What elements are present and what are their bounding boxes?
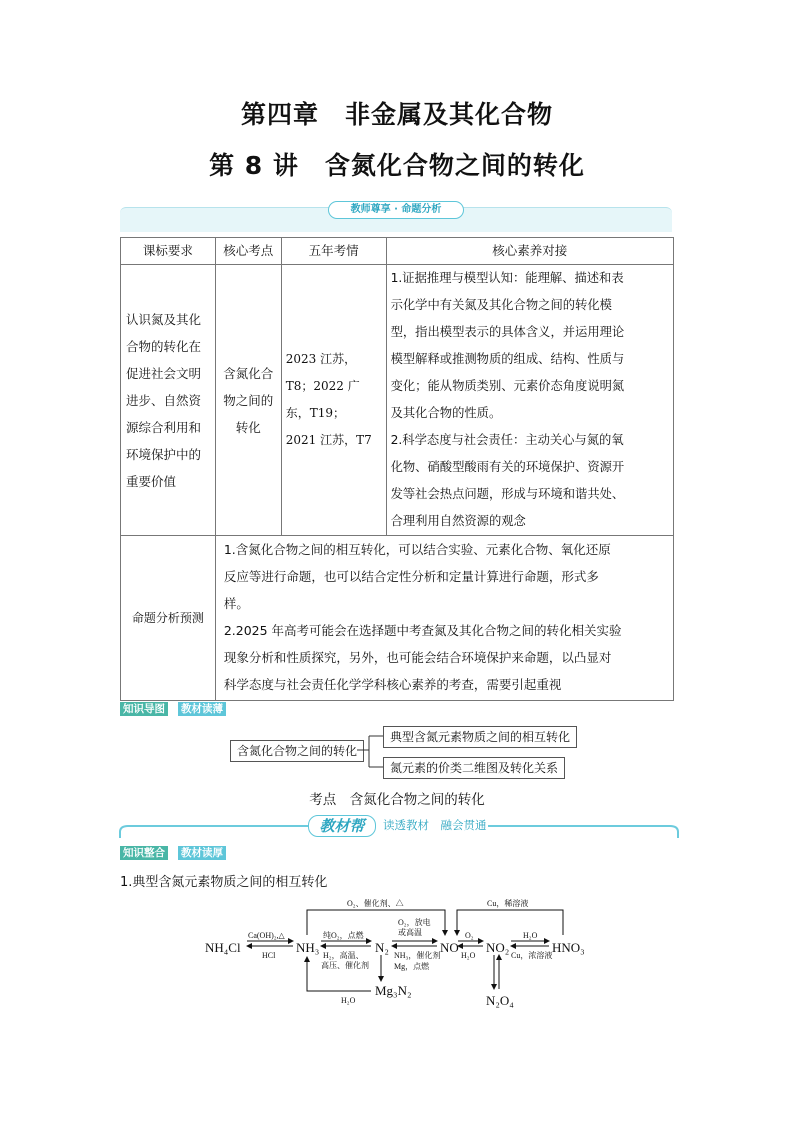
header-topic: 核心考点 [215, 238, 281, 265]
label-o2: O₂ [465, 931, 474, 940]
mindmap-root: 含氮化合物之间的转化 [230, 740, 364, 762]
mindmap-branch-1: 典型含氮元素物质之间的相互转化 [383, 726, 577, 748]
label-pure-o2: 纯O₂，点燃 [323, 931, 364, 940]
label-cu-dilute: Cu，稀溶液 [487, 899, 529, 908]
teacher-banner-label: 教师尊享 · 命题分析 [328, 201, 464, 219]
lecture-title: 第 8 讲 含氮化合物之间的转化 [209, 151, 585, 180]
literacy-line: 2.科学态度与社会责任：主动关心与氮的氧 [390, 433, 624, 447]
exam-cell [281, 265, 386, 536]
requirement-line: 合物的转化在 [126, 338, 202, 354]
header-requirement: 课标要求 [121, 238, 216, 265]
exam-line: 2023 江苏， [285, 352, 357, 366]
topic-cell [215, 265, 281, 536]
literacy-line: 合理利用自然资源的观念 [390, 514, 526, 528]
label-cu-conc: Cu，浓溶液 [511, 951, 553, 960]
forecast-row [121, 536, 674, 701]
label-ca-oh: Ca(OH)₂,△ [248, 931, 285, 940]
forecast-line: 反应等进行命题，也可以结合定性分析和定量计算进行命题，形式多 [223, 569, 599, 584]
requirement-line: 进步、自然资 [126, 392, 202, 408]
requirement-line: 环境保护中的 [126, 446, 202, 462]
knowledge-integration-tag: 知识整合 [120, 846, 168, 860]
chapter-title: 第四章 非金属及其化合物 [240, 100, 553, 129]
species-no2: NO₂ [486, 940, 510, 955]
topic-line: 含氮化合 [223, 365, 274, 381]
literacy-line: 变化；能从物质类别、元素价态角度说明氮 [390, 379, 625, 393]
literacy-line: 示化学中有关氮及其化合物之间的转化模 [390, 298, 612, 312]
literacy-line: 化物、硝酸型酸雨有关的环境保护、资源开 [390, 460, 625, 474]
forecast-line: 科学态度与社会责任化学学科核心素养的考查，需要引起重视 [223, 677, 562, 692]
read-thin-tag: 教材读薄 [178, 702, 226, 716]
table-header-row [121, 238, 674, 265]
knowledge-map-tag: 知识导图 [120, 702, 168, 716]
species-no: NO [440, 940, 459, 955]
nitrogen-conversion-diagram [195, 893, 595, 1008]
literacy-line: 模型解释或推测物质的组成、结构、性质与 [390, 352, 625, 366]
label-h2-cond: H₂，高温、 [323, 951, 364, 960]
exam-line: T8；2022 广 [285, 379, 360, 393]
requirement-line: 源综合利用和 [126, 419, 202, 435]
exam-line: 东，T19； [285, 406, 346, 420]
species-nh4cl: NH₄Cl [205, 940, 241, 955]
jiaocaibang-label: 教材帮 [308, 815, 376, 837]
label-nh3-cat: NH₃，催化剂 [394, 951, 441, 960]
literacy-line: 型，指出模型表示的具体含义，并运用理论 [390, 325, 625, 339]
literacy-line: 发等社会热点问题，形成与环境和谐共处、 [390, 487, 625, 501]
topic-line: 物之间的 [223, 392, 274, 408]
kaodian-heading: 考点 含氮化合物之间的转化 [309, 792, 485, 808]
topic-line: 转化 [235, 419, 261, 435]
table-row [121, 265, 674, 536]
species-n2o4: N₂O₄ [486, 993, 514, 1008]
literacy-line: 1.证据推理与模型认知：能理解、描述和表 [390, 271, 624, 285]
section-1-heading: 1.典型含氮元素物质之间的相互转化 [120, 875, 328, 890]
species-mg3n2: Mg₃N₂ [375, 983, 412, 998]
jiaocaibang-subtitle: 读透教材 融会贯通 [383, 818, 487, 832]
requirement-line: 促进社会文明 [126, 365, 202, 381]
header-literacy: 核心素养对接 [386, 238, 673, 265]
forecast-cell [215, 536, 673, 701]
label-o2-spark-2: 或高温 [398, 928, 422, 937]
literacy-line: 及其化合物的性质。 [390, 406, 502, 420]
forecast-line: 样。 [223, 596, 249, 611]
literacy-cell [386, 265, 673, 536]
label-mg-burn: Mg，点燃 [394, 962, 430, 971]
forecast-line: 1.含氮化合物之间的相互转化，可以结合实验、元素化合物、氧化还原 [223, 542, 611, 557]
label-o2-cat: O₂、催化剂、△ [347, 899, 404, 908]
mindmap-connector [355, 730, 385, 775]
mindmap-branch-2: 氮元素的价类二维图及转化关系 [383, 757, 565, 779]
forecast-line: 现象分析和性质探究，另外，也可能会结合环境保护来命题，以凸显对 [223, 650, 612, 665]
species-nh3: NH₃ [296, 940, 320, 955]
forecast-label: 命题分析预测 [121, 536, 216, 701]
analysis-table [120, 237, 674, 701]
label-o2-spark: O₂，放电 [398, 918, 431, 927]
label-h2o-a: H₂O [341, 996, 356, 1005]
label-h2-cond2: 高压、催化剂 [321, 961, 369, 970]
species-n2: N₂ [375, 940, 389, 955]
read-thick-tag: 教材读厚 [178, 846, 226, 860]
label-h2o-c: H₂O [523, 931, 538, 940]
label-hcl: HCl [262, 951, 276, 960]
header-exam: 五年考情 [281, 238, 386, 265]
requirement-line: 认识氮及其化 [126, 311, 202, 327]
species-hno3: HNO₃ [552, 940, 585, 955]
exam-line: 2021 江苏，T7 [285, 433, 372, 447]
requirement-cell [121, 265, 216, 536]
forecast-line: 2.2025 年高考可能会在选择题中考查氮及其化合物之间的转化相关实验 [223, 623, 622, 638]
label-h2o-b: H₂O [461, 951, 476, 960]
requirement-line: 重要价值 [126, 473, 177, 489]
